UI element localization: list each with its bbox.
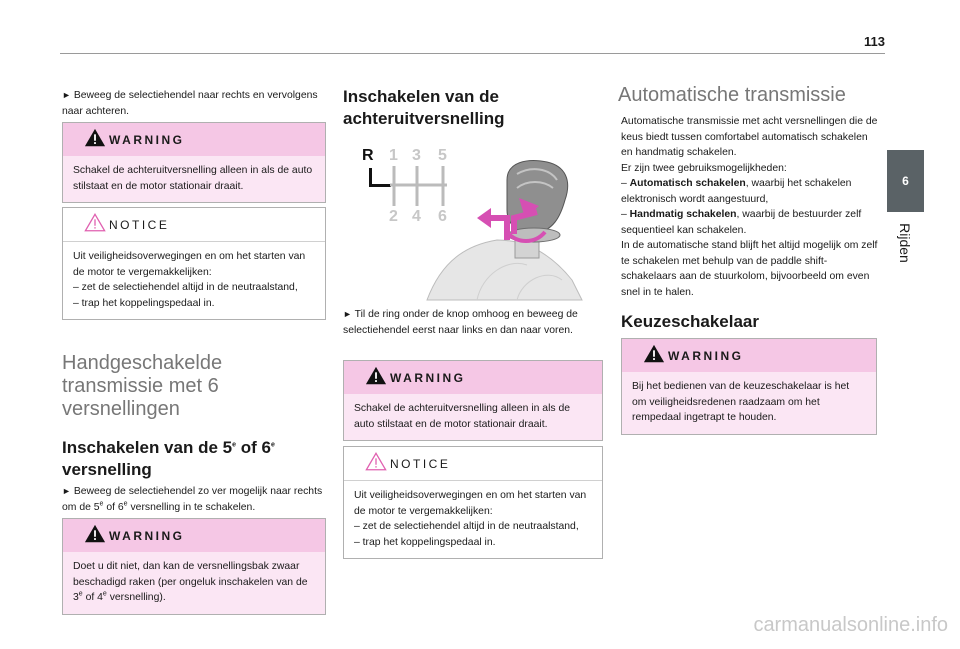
warning-text	[73, 559, 315, 606]
gear-r-label: R	[362, 147, 374, 164]
subsection-title-part: Inschakelen van de 5	[62, 438, 233, 457]
warning-triangle-icon	[84, 127, 106, 149]
dash: –	[621, 209, 630, 220]
gear-1-label: 1	[389, 147, 398, 164]
warning-box	[621, 338, 877, 435]
warning-box	[62, 518, 326, 615]
list-item-rest: , waarbij het schakelen elektronisch wordt aangestuurd,	[621, 178, 852, 205]
warning-text-part: versnelling).	[106, 592, 166, 603]
warning-text-part: Doet u dit niet, dan kan de versnellingsbak zwaar beschadigd raken (per ongeluk inschakelen van de 3	[73, 561, 308, 603]
list-item-bold: Automatisch schakelen	[629, 178, 746, 189]
notice-line: – trap het koppelingspedaal in.	[73, 297, 215, 309]
list-item-bold: Handmatig schakelen	[629, 209, 737, 220]
subsection-title	[62, 437, 324, 481]
step-text: of 6	[103, 501, 124, 513]
chapter-label	[890, 215, 920, 275]
notice-line: Uit veiligheidsoverwegingen en om het starten van de motor te vergemakkelijken:	[354, 490, 587, 517]
ordinal-sup: e	[99, 500, 104, 508]
notice-line: Uit veiligheidsoverwegingen en om het starten van de motor te vergemakkelijken:	[73, 251, 306, 278]
reverse-step	[343, 307, 601, 338]
warning-title: WARNING	[109, 133, 185, 147]
dash: –	[621, 178, 630, 189]
notice-line: – zet de selectiehendel altijd in de neutraalstand,	[354, 521, 579, 532]
warning-triangle-icon	[643, 343, 665, 365]
notice-title: NOTICE	[109, 218, 170, 232]
right-paragraph: Automatische transmissie met acht versnellingen die de keus biedt tussen comfortabel automatisch schakelen en handmatig schakelen.	[621, 116, 878, 158]
chapter-tab[interactable]: 6	[887, 150, 924, 212]
middle-title: Inschakelen van de achteruitversnelling	[343, 87, 505, 128]
bullet-icon: ►	[343, 309, 352, 319]
warning-box	[343, 360, 603, 441]
section-title: Handgeschakelde transmissie met 6 versnellingen	[62, 352, 223, 420]
bullet-icon: ►	[62, 486, 71, 496]
gearshift-illustration	[357, 140, 597, 305]
subsection-title-part: versnelling	[62, 460, 152, 479]
left-intro-text: Beweeg de selectiehendel naar rechts en vervolgens naar achteren.	[62, 90, 318, 117]
warning-triangle-icon	[365, 365, 387, 387]
notice-title: NOTICE	[390, 457, 451, 471]
gear-2-label: 2	[389, 208, 398, 225]
header-rule	[60, 53, 885, 54]
gear-4-label: 4	[412, 208, 421, 225]
step-text: versnelling in te schakelen.	[127, 501, 256, 513]
notice-line: – trap het koppelingspedaal in.	[354, 536, 496, 548]
warning-box	[62, 122, 326, 203]
left-intro	[62, 88, 324, 119]
ordinal-sup: e	[123, 500, 128, 508]
notice-box	[62, 207, 326, 320]
page-number: 113	[864, 34, 885, 49]
ordinal-sup: e	[102, 590, 107, 598]
gear-diagram	[362, 147, 447, 225]
warning-text: Bij het bedienen van de keuzeschakelaar is het om veiligheidsredenen raadzaam om het rempedaal ingetrapt te houden.	[632, 381, 850, 423]
subsection-title-part: of 6	[236, 438, 271, 457]
gear-5-label: 5	[438, 147, 447, 164]
ordinal-sup: e	[78, 590, 83, 598]
notice-box	[343, 446, 603, 559]
right-paragraph: In de automatische stand blijft het altijd mogelijk om zelf te schakelen met behulp van de paddle shift-schakelaars aan de stuurkolom, bijvoorbeeld om even snel in te halen.	[621, 240, 878, 298]
right-list-item	[621, 176, 879, 207]
notice-triangle-icon	[84, 212, 106, 234]
ordinal-sup: e	[232, 441, 236, 449]
gear-3-label: 3	[412, 147, 421, 164]
right-list-item	[621, 207, 879, 238]
right-paragraph: Er zijn twee gebruiksmogelijkheden:	[621, 162, 787, 174]
gear-6-label: 6	[438, 208, 447, 225]
notice-triangle-icon	[365, 451, 387, 473]
right-subtitle: Keuzeschakelaar	[621, 312, 759, 331]
notice-line: – zet de selectiehendel altijd in de neutraalstand,	[73, 282, 298, 293]
warning-text: Schakel de achteruitversnelling alleen in als de auto stilstaat en de motor stationair draait.	[73, 165, 313, 192]
reverse-step-text: Til de ring onder de knop omhoog en beweeg de selectiehendel eerst naar links en dan naar voren.	[343, 309, 578, 336]
ordinal-sup: e	[270, 441, 275, 449]
warning-title: WARNING	[390, 371, 466, 385]
warning-title: WARNING	[109, 529, 185, 543]
step-paragraph	[62, 484, 324, 515]
bullet-icon: ►	[62, 90, 71, 100]
step-text: Beweeg de selectiehendel zo ver mogelijk naar rechts om de 5	[62, 486, 323, 513]
warning-text-part: of 4	[82, 592, 103, 603]
list-item-rest: , waarbij de bestuurder zelf sequentieel kan schakelen.	[621, 209, 862, 236]
right-title: Automatische transmissie	[618, 84, 846, 106]
warning-title: WARNING	[668, 349, 744, 363]
warning-triangle-icon	[84, 523, 106, 545]
watermark: carmanualsonline.info	[753, 614, 948, 636]
warning-text: Schakel de achteruitversnelling alleen in als de auto stilstaat en de motor stationair draait.	[354, 403, 571, 430]
chapter-label-text: Rijden	[897, 223, 913, 263]
right-body	[621, 114, 879, 300]
